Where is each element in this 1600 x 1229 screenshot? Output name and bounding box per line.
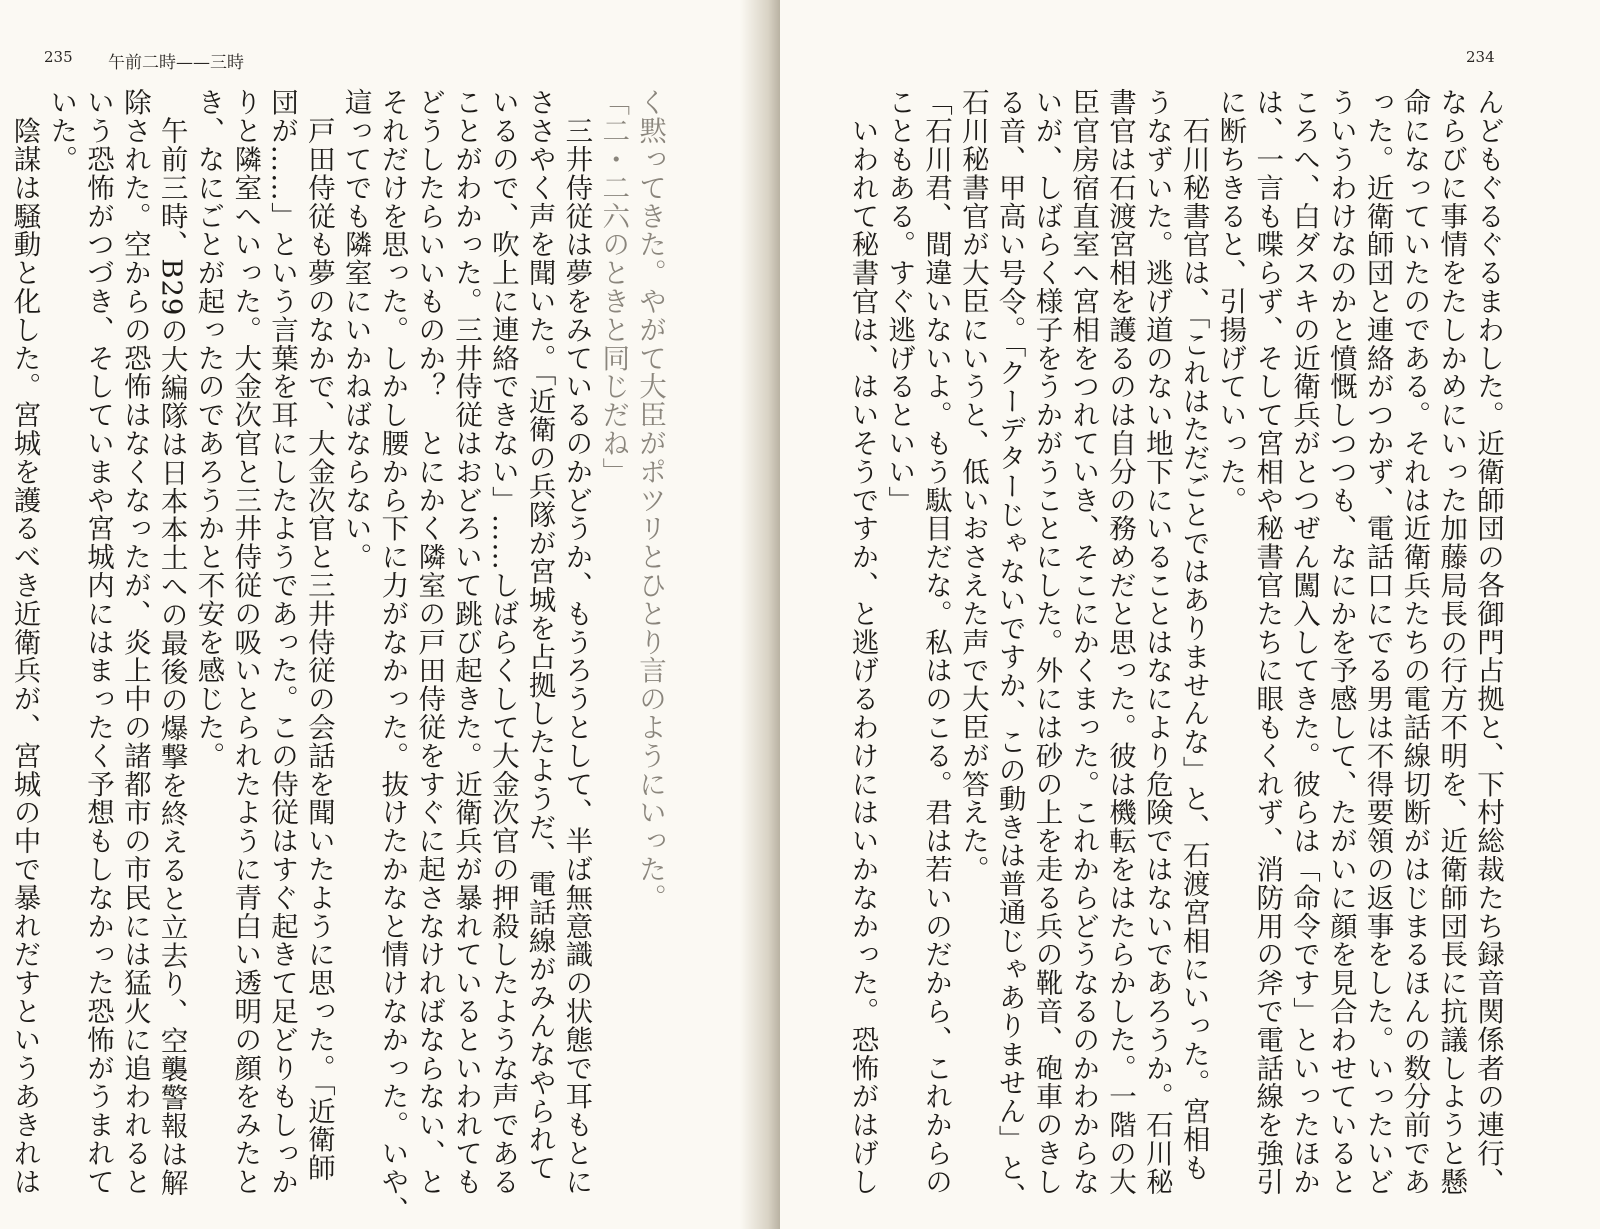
text-line: 団が……」という言葉を耳にしたようであった。この侍従はすぐ起きて足どりもしっか	[266, 88, 299, 1196]
text-line: に断ちきると、引揚げていった。	[1214, 88, 1247, 514]
text-line: ささやく声を聞いた。「近衛の兵隊が宮城を占拠したようだ、電話線がみんなやられて	[523, 88, 556, 1182]
page-number-left: 235	[44, 48, 73, 66]
text-line: いわれて秘書官は、はいそうですか、と逃げるわけにはいかなかった。恐怖がはげし	[846, 88, 879, 1196]
text-line: る音、甲高い号令。「クーデターじゃないですか、この動きは普通じゃありません」と、	[993, 88, 1026, 1211]
text-line: 「石川君、間違いないよ。もう駄目だな。私はのこる。君は若いのだから、これからの	[920, 88, 953, 1196]
page-number-right: 234	[1466, 48, 1495, 66]
text-line: 這ってでも隣室にいかねばならない。	[339, 88, 372, 571]
text-line: ことがわかった。三井侍従はおどろいて跳び起きた。近衛兵が暴れているといわれても	[450, 88, 483, 1196]
left-page	[0, 0, 780, 1229]
text-line: いた。	[45, 88, 78, 174]
text-line: いが、しばらく様子をうかがうことにした。外には砂の上を走る兵の靴音、砲車のきし	[1030, 88, 1063, 1196]
right-page	[780, 0, 1600, 1229]
text-line: どうしたらいいものか？ とにかく隣室の戸田侍従をすぐに起さなければならない、と	[413, 88, 446, 1196]
right-page-body	[846, 88, 1506, 1211]
text-line: 書官は石渡宮相を護るのは自分の務めだと思った。彼は機転をはたらかした。一階の大	[1104, 88, 1137, 1196]
text-line: 戸田侍従も夢のなかで、大金次官と三井侍従の会話を聞いたように思った。「近衛師	[302, 88, 335, 1182]
text-line: 命になっていたのである。それは近衛兵たちの電話線切断がはじまるほんの数分前であ	[1398, 88, 1431, 1196]
text-line: りと隣室へいった。大金次官と三井侍従の吸いとられたように青白い透明の顔をみたと	[229, 88, 262, 1196]
text-line: 「二・二六のときと同じだね」	[597, 88, 630, 486]
text-line: ういうわけなのかと憤慨しつつも、なにかを予感して、たがいに顔を見合わせていると	[1324, 88, 1357, 1196]
text-line: ころへ、白ダスキの近衛兵がとつぜん闖入してきた。彼らは「命令です」といったほか	[1288, 88, 1321, 1196]
text-line: は、一言も喋らず、そして宮相や秘書官たちに眼もくれず、消防用の斧で電話線を強引	[1251, 88, 1284, 1196]
text-line: き、なにごとが起ったのであろうかと不安を感じた。	[192, 88, 225, 770]
text-line: いう恐怖がつづき、そしていまや宮城内にはまったく予想もしなかった恐怖がうまれて	[82, 88, 115, 1196]
text-line: んどもぐるぐるまわした。近衛師団の各御門占拠と、下村総裁たち録音関係者の連行、	[1472, 88, 1504, 1196]
text-line: それだけを思った。しかし腰から下に力がなかった。抜けたかなと情けなかった。いや、	[376, 88, 409, 1224]
text-line: 石川秘書官が大臣にいうと、低いおさえた声で大臣が答えた。	[956, 88, 989, 884]
text-line: 午前三時、B29の大編隊は日本本土への最後の爆撃を終えると立去り、空襲警報は解	[155, 88, 188, 1197]
text-line: ならびに事情をたしかめにいった加藤局長の行方不明を、近衛師団長に抗議しようと懸	[1435, 88, 1468, 1196]
text-line: く黙ってきた。やがて大臣がポツリとひとり言のようにいった。	[634, 88, 666, 912]
left-page-body	[8, 88, 668, 1224]
running-title: 午前二時——三時	[108, 53, 244, 73]
text-line: 臣官房宿直室へ宮相をつれていき、そこにかくまった。これからどうなるのかわからな	[1067, 88, 1100, 1196]
text-line: 石川秘書官は、「これはただごとではありませんな」と、石渡宮相にいった。宮相も	[1177, 88, 1210, 1182]
text-line: 三井侍従は夢をみているのかどうか、もうろうとして、半ば無意識の状態で耳もとに	[560, 88, 593, 1196]
text-line: こともある。すぐ逃げるといい」	[883, 88, 916, 514]
text-line: いるので、吹上に連絡できない」……しばらくして大金次官の押殺したような声である	[486, 88, 519, 1196]
text-line: 除された。空からの恐怖はなくなったが、炎上中の諸都市の市民には猛火に追われると	[118, 88, 151, 1196]
text-line: うなずいた。逃げ道のない地下にいることはなにより危険ではないであろうか。石川秘	[1140, 88, 1173, 1196]
text-line: った。近衛師団と連絡がつかず、電話口にでる男は不得要領の返事をした。いったいど	[1361, 88, 1394, 1196]
text-line: 陰謀は騒動と化した。宮城を護るべき近衛兵が、宮城の中で暴れだすというあきれは	[8, 88, 41, 1196]
